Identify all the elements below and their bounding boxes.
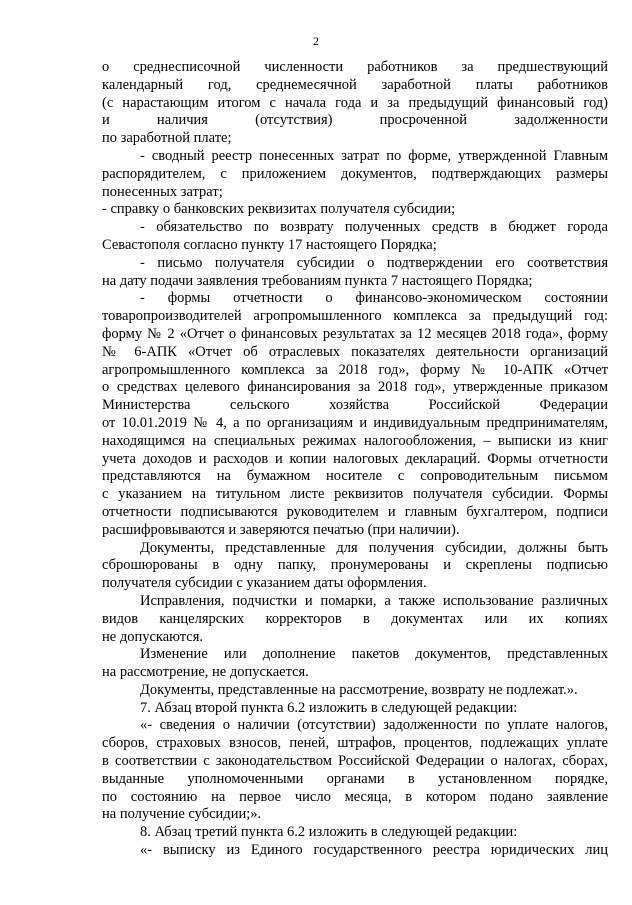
text-line: от 10.01.2019 № 4, а по организациям и индивидуальным предпринимателям, (102, 414, 608, 431)
text-line: сброшюрованы в одну папку, пронумерованы и скреплены подписью (102, 557, 608, 574)
text-line: о средствах целевого финансирования за 2018 год», утвержденные приказом (102, 379, 608, 396)
text-line: календарный год, среднемесячной заработной платы работников (102, 76, 608, 93)
text-line: товаропроизводителей агропромышленного комплекса за предыдущий год: (102, 308, 608, 325)
text-line: и наличия (отсутствия) просроченной задолженности (102, 112, 608, 129)
text-line: Изменение или дополнение пакетов документов, представленных (140, 646, 608, 663)
text-line: распорядителем, с приложением документов, подтверждающих размеры (102, 165, 608, 182)
text-line: - справку о банковских реквизитах получателя субсидии; (102, 201, 456, 218)
text-line: представляются на бумажном носителе с сопроводительным письмом (102, 468, 608, 485)
text-line: сборов, страховых взносов, пеней, штрафов, процентов, подлежащих уплате (102, 735, 608, 752)
text-line: № 6-АПК «Отчет об отраслевых показателях деятельности организаций (102, 343, 608, 360)
text-line: Севастополя согласно пункту 17 настоящего Порядка; (102, 236, 437, 253)
text-line: на дату подачи заявления требованиям пункта 7 настоящего Порядка; (102, 272, 533, 289)
text-line: в соответствии с законодательством Российской Федерации о налогах, сборах, (102, 753, 608, 770)
text-line: - формы отчетности о финансово-экономическом состоянии (140, 290, 608, 307)
text-line: Документы, представленные для получения субсидии, должны быть (140, 539, 608, 556)
text-line: - письмо получателя субсидии о подтверждении его соответствия (140, 254, 608, 271)
text-line: агропромышленного комплекса за 2018 год», форму № 10-АПК «Отчет (102, 361, 608, 378)
text-line: Документы, представленные на рассмотрение, возврату не подлежат.». (140, 681, 578, 698)
document-body (102, 59, 608, 860)
text-line: о среднесписочной численности работников за предшествующий (102, 59, 608, 75)
text-line: 7. Абзац второй пункта 6.2 изложить в следующей редакции: (140, 699, 518, 716)
text-line: не допускаются. (102, 628, 204, 645)
text-line: с указанием на титульном листе реквизитов получателя субсидии. Формы (102, 486, 608, 503)
text-line: (с нарастающим итогом с начала года и за предыдущий финансовый год) (102, 94, 608, 111)
text-line: получателя субсидии с указанием даты оформления. (102, 575, 427, 592)
text-line: понесенных затрат; (102, 183, 223, 200)
text-line: форму № 2 «Отчет о финансовых результатах за 12 месяцев 2018 года», форму (102, 325, 608, 342)
text-line: Министерства сельского хозяйства Российской Федерации (102, 397, 608, 414)
text-line: - обязательство по возврату полученных средств в бюджет города (140, 219, 608, 236)
text-line: Исправления, подчистки и помарки, а также использование различных (140, 592, 608, 609)
text-line: 8. Абзац третий пункта 6.2 изложить в следующей редакции: (140, 824, 518, 841)
text-line: «- выписку из Единого государственного реестра юридических лиц (140, 842, 608, 859)
text-line: по заработной плате; (102, 130, 232, 147)
text-line: - сводный реестр понесенных затрат по форме, утвержденной Главным (140, 147, 608, 164)
text-line: выданные уполномоченными органами в установленном порядке, (102, 770, 608, 787)
text-line: видов канцелярских корректоров в документах или их копиях (102, 610, 608, 627)
text-line: по состоянию на первое число месяца, в котором подано заявление (102, 788, 608, 805)
text-line: на рассмотрение, не допускается. (102, 664, 309, 681)
text-line: учета доходов и расходов и копии налоговых деклараций. Формы отчетности (102, 450, 608, 467)
page-number: 2 (313, 34, 319, 48)
text-line: на получение субсидии;». (102, 806, 262, 823)
text-line: находящимся на специальных режимах налогообложения, – выписки из книг (102, 432, 608, 449)
text-line: отчетности подписываются руководителем и главным бухгалтером, подписи (102, 503, 608, 520)
text-line: расшифровываются и заверяются печатью (при наличии). (102, 521, 460, 538)
text-line: «- сведения о наличии (отсутствии) задолженности по уплате налогов, (140, 717, 608, 734)
